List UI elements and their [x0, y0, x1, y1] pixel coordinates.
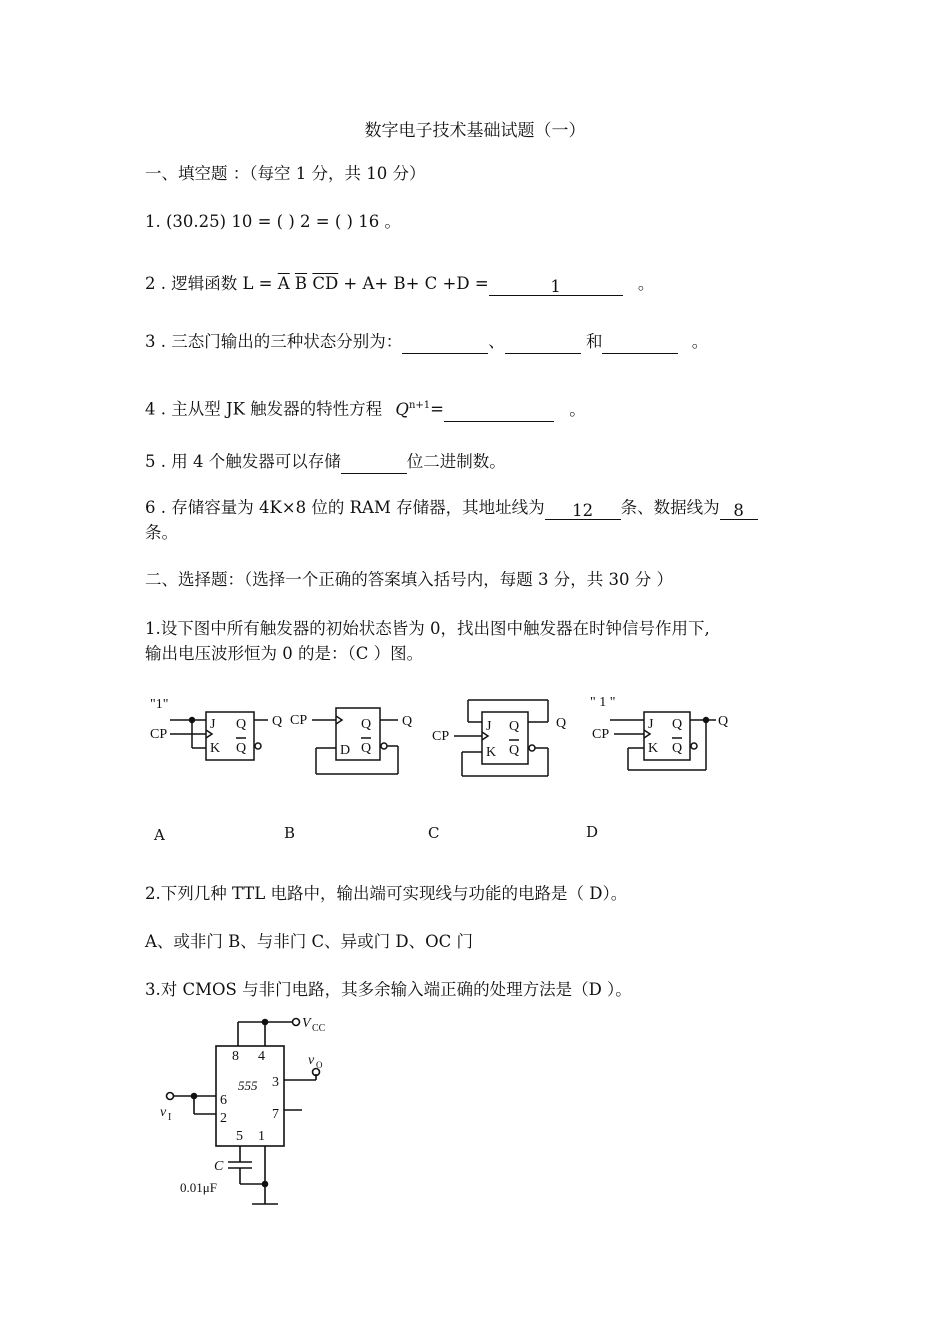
q6-answer-2: 8: [720, 499, 758, 520]
q4-prefix: 4 . 主从型 JK 触发器的特性方程: [145, 399, 383, 419]
chip-label: 555: [238, 1078, 258, 1093]
page-title: 数字电子技术基础试题（一）: [364, 121, 586, 141]
circuit-c-k: K: [486, 745, 497, 760]
q5-blank: [341, 453, 407, 474]
circuit-a-qbar: Q: [236, 741, 247, 756]
circuit-d-one-label: " 1 ": [590, 695, 616, 710]
circuit-d-k: K: [648, 741, 659, 756]
q3-blank-3: [602, 333, 678, 354]
q2-b-bar: $\overline{B}$: [294, 274, 308, 293]
circuit-b-d: D: [340, 743, 351, 758]
circuit-b-qbar: Q: [361, 741, 372, 756]
pin-7: 7: [272, 1107, 279, 1122]
circuit-c: [432, 700, 566, 776]
q2-rest: + A+ B+ C +D =: [343, 274, 489, 293]
capacitor-value: 0.01μF: [180, 1180, 217, 1195]
pin-5: 5: [236, 1129, 243, 1144]
pin-1: 1: [258, 1129, 265, 1144]
circuit-c-j: J: [486, 719, 492, 734]
circuit-a-out: Q: [272, 714, 283, 729]
vo-subscript: O: [316, 1060, 323, 1070]
circuit-a-cp-label: CP: [150, 727, 168, 742]
circuit-c-cp-label: CP: [432, 729, 450, 744]
q4-blank: [444, 401, 554, 422]
circuit-c-out: Q: [556, 716, 567, 731]
q2-end: 。: [637, 274, 655, 293]
q4-q: Q: [395, 399, 409, 419]
circuit-a-j: J: [210, 717, 216, 732]
question-2-2: 2.下列几种 TTL 电路中，输出端可实现线与功能的电路是（ D）。: [145, 884, 628, 903]
pin-4: 4: [258, 1049, 265, 1064]
question-1-4: [145, 394, 586, 422]
q3-prefix: 3 . 三态门输出的三种状态分别为：: [145, 332, 403, 351]
circuit-d-cp-label: CP: [592, 727, 610, 742]
question-1-6: [145, 496, 758, 520]
circuit-c-q: Q: [509, 719, 520, 734]
vo-label: v: [308, 1053, 315, 1068]
q2-d-bar: $\overline{D}$: [324, 274, 339, 293]
q6-answer-1: 12: [545, 499, 621, 520]
q6-end: 条。: [145, 523, 178, 542]
section2-heading: 二、选择题：（选择一个正确的答案填入括号内，每题 3 分，共 30 分 ）: [145, 570, 673, 589]
circuit-d-qbar: Q: [672, 741, 683, 756]
circuit-d-q: Q: [672, 717, 683, 732]
capacitor-label: C: [214, 1159, 224, 1174]
question-1-3: [145, 330, 708, 354]
question-2-3: 3.对 CMOS 与非门电路，其多余输入端正确的处理方法是（D ）。: [145, 980, 632, 999]
circuit-a-k: K: [210, 741, 221, 756]
vi-subscript: I: [168, 1112, 172, 1123]
question-1-5: [145, 450, 506, 474]
timer-555-circuit-figure: [150, 1010, 350, 1210]
circuit-a-q: Q: [236, 717, 247, 732]
question-1-1: 1. (30.25) 10 = ( ) 2 = ( ) 16 。: [145, 212, 401, 231]
circuit-b-cp-label: CP: [290, 713, 308, 728]
q2-c-bar: $\overline{C}$: [312, 274, 325, 293]
circuit-c-qbar: Q: [509, 743, 520, 758]
pin-6: 6: [220, 1093, 227, 1108]
circuit-d-j: J: [648, 717, 654, 732]
q4-eq: =: [430, 399, 444, 419]
circuit-b-out: Q: [402, 714, 413, 729]
flipflop-circuits-figure: [140, 690, 740, 790]
q6-prefix: 6 . 存储容量为 4K×8 位的 RAM 存储器，其地址线为: [145, 498, 545, 517]
q3-blank-1: [402, 333, 488, 354]
vcc-subscript: CC: [312, 1023, 326, 1034]
question-2-1-line1: 1.设下图中所有触发器的初始状态皆为 0，找出图中触发器在时钟信号作用下,: [145, 619, 710, 638]
q4-superscript: n+1: [408, 400, 431, 411]
q2-prefix: 2 . 逻辑函数 L =: [145, 274, 278, 293]
circuit-a: [150, 697, 282, 760]
question-2-1-line2: 输出电压波形恒为 0 的是：（C ）图。: [145, 644, 424, 663]
q3-end: 。: [691, 332, 709, 351]
q3-sep2: 和: [585, 332, 603, 351]
q2-answer-blank: 1: [489, 275, 623, 296]
circuit-a-one-label: "1": [150, 697, 169, 712]
pin-3: 3: [272, 1075, 279, 1090]
q3-blank-2: [505, 333, 581, 354]
q5-suffix: 位二进制数。: [406, 452, 506, 471]
figure-label-b: B: [284, 824, 296, 842]
vi-label: v: [160, 1105, 167, 1120]
q5-prefix: 5 . 用 4 个触发器可以存储: [145, 452, 341, 471]
circuit-d: [590, 695, 728, 770]
figure-label-c: C: [428, 824, 440, 842]
q3-sep1: 、: [488, 332, 505, 351]
section1-heading: 一、填空题 ：（每空 1 分，共 10 分）: [145, 164, 426, 183]
q2-a-bar: $\overline{A}$: [277, 274, 290, 293]
q4-end: 。: [569, 399, 586, 419]
question-1-2: [145, 272, 654, 296]
circuit-b-q: Q: [361, 717, 372, 732]
circuit-b: [290, 708, 412, 774]
circuit-d-out: Q: [718, 714, 729, 729]
q6-mid: 条、数据线为: [620, 498, 720, 517]
figure-label-d: D: [586, 823, 599, 841]
vcc-label: V: [302, 1016, 311, 1031]
pin-2: 2: [220, 1111, 227, 1126]
figure-label-a: A: [154, 826, 165, 844]
question-2-2-options: A、或非门 B、与非门 C、异或门 D、OC 门: [145, 932, 474, 951]
pin-8: 8: [232, 1049, 239, 1064]
